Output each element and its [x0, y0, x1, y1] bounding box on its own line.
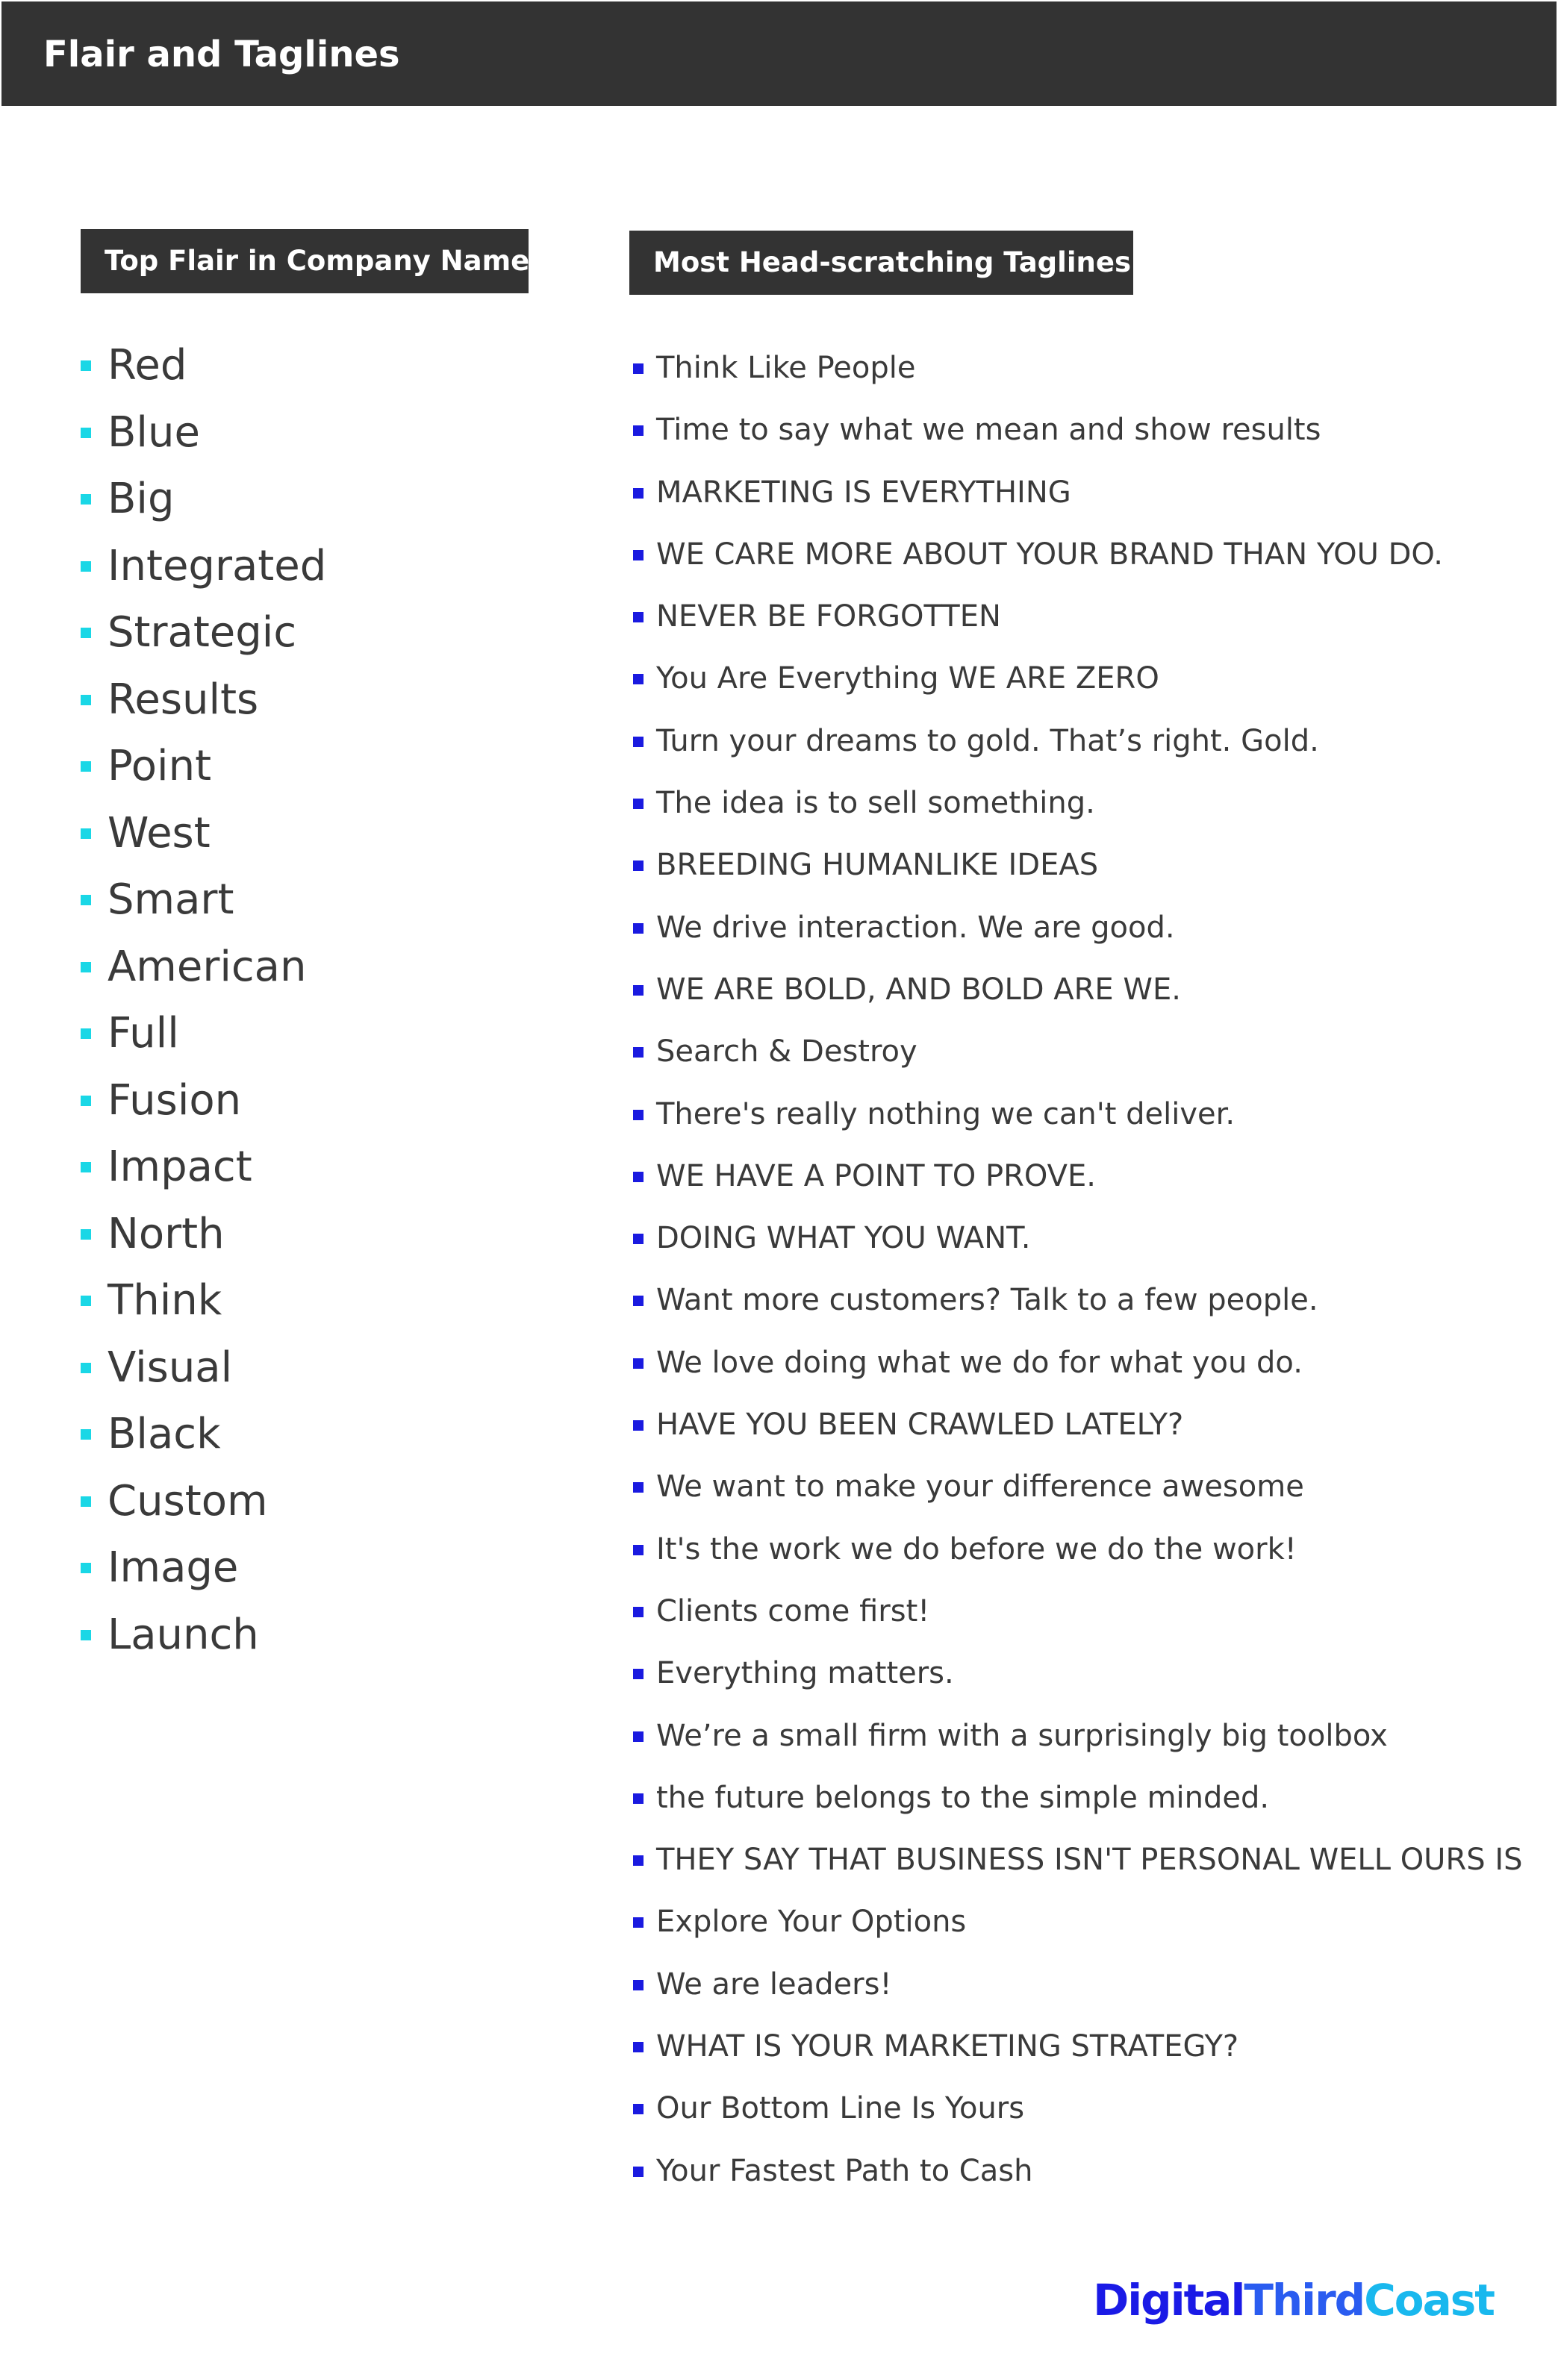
square-bullet-icon — [633, 1047, 644, 1058]
tagline-item: HAVE YOU BEEN CRAWLED LATELY? — [633, 1394, 1523, 1456]
digital-third-coast-logo: DigitalThirdCoast — [1093, 2275, 1494, 2326]
square-bullet-icon — [633, 1980, 644, 1990]
flair-item: Think — [81, 1267, 326, 1334]
tagline-item: The idea is to sell something. — [633, 772, 1523, 834]
square-bullet-icon — [81, 628, 91, 638]
square-bullet-icon — [633, 1420, 644, 1431]
square-bullet-icon — [633, 737, 644, 747]
square-bullet-icon — [633, 1731, 644, 1742]
flair-item: Smart — [81, 866, 326, 934]
flair-item: Integrated — [81, 533, 326, 600]
tagline-item: Explore Your Options — [633, 1891, 1523, 1953]
square-bullet-icon — [81, 1563, 91, 1573]
square-bullet-icon — [633, 612, 644, 622]
flair-item: West — [81, 800, 326, 867]
flair-item: Black — [81, 1401, 326, 1468]
square-bullet-icon — [81, 494, 91, 505]
square-bullet-icon — [633, 1545, 644, 1555]
square-bullet-icon — [633, 1607, 644, 1617]
square-bullet-icon — [633, 1234, 644, 1244]
square-bullet-icon — [633, 1917, 644, 1928]
square-bullet-icon — [633, 2167, 644, 2177]
tagline-item: Turn your dreams to gold. That’s right. Gold. — [633, 710, 1523, 772]
square-bullet-icon — [633, 2042, 644, 2052]
flair-item: Visual — [81, 1334, 326, 1402]
square-bullet-icon — [633, 363, 644, 374]
tagline-item: Time to say what we mean and show results — [633, 399, 1523, 461]
square-bullet-icon — [81, 1496, 91, 1507]
tagline-item: WE CARE MORE ABOUT YOUR BRAND THAN YOU DO. — [633, 524, 1523, 586]
flair-item: Impact — [81, 1134, 326, 1201]
tagline-item: THEY SAY THAT BUSINESS ISN'T PERSONAL WELL OURS IS — [633, 1829, 1523, 1891]
square-bullet-icon — [633, 550, 644, 560]
tagline-item: NEVER BE FORGOTTEN — [633, 586, 1523, 648]
square-bullet-icon — [81, 761, 91, 772]
tagline-item: We love doing what we do for what you do. — [633, 1332, 1523, 1394]
flair-item: Red — [81, 332, 326, 399]
tagline-item: Clients come first! — [633, 1581, 1523, 1643]
square-bullet-icon — [633, 488, 644, 499]
square-bullet-icon — [633, 861, 644, 871]
tagline-item: We want to make your difference awesome — [633, 1456, 1523, 1518]
square-bullet-icon — [81, 1429, 91, 1440]
square-bullet-icon — [633, 674, 644, 684]
square-bullet-icon — [633, 1855, 644, 1866]
tagline-item: MARKETING IS EVERYTHING — [633, 462, 1523, 524]
square-bullet-icon — [81, 828, 91, 839]
tagline-item: BREEDING HUMANLIKE IDEAS — [633, 834, 1523, 896]
page-title: Flair and Taglines — [43, 34, 400, 75]
square-bullet-icon — [633, 799, 644, 809]
square-bullet-icon — [633, 1482, 644, 1493]
square-bullet-icon — [81, 1028, 91, 1039]
square-bullet-icon — [81, 561, 91, 572]
square-bullet-icon — [81, 962, 91, 972]
square-bullet-icon — [81, 1630, 91, 1640]
tagline-item: Everything matters. — [633, 1643, 1523, 1705]
tagline-item: It's the work we do before we do the work! — [633, 1519, 1523, 1581]
square-bullet-icon — [633, 1793, 644, 1804]
flair-item: North — [81, 1201, 326, 1268]
square-bullet-icon — [633, 1358, 644, 1369]
square-bullet-icon — [633, 1172, 644, 1182]
flair-list — [81, 332, 326, 1668]
tagline-item: Think Like People — [633, 337, 1523, 399]
flair-item: Point — [81, 733, 326, 800]
square-bullet-icon — [633, 1669, 644, 1679]
tagline-item: the future belongs to the simple minded. — [633, 1767, 1523, 1829]
tagline-item: We’re a small firm with a surprisingly big toolbox — [633, 1705, 1523, 1767]
tagline-item: We drive interaction. We are good. — [633, 897, 1523, 959]
taglines-list — [633, 337, 1523, 2202]
flair-item: Blue — [81, 399, 326, 466]
tagline-item: Your Fastest Path to Cash — [633, 2140, 1523, 2202]
tagline-item: Search & Destroy — [633, 1021, 1523, 1083]
tagline-item: Want more customers? Talk to a few people. — [633, 1269, 1523, 1331]
square-bullet-icon — [81, 428, 91, 438]
flair-item: Full — [81, 1000, 326, 1067]
tagline-item: Our Bottom Line Is Yours — [633, 2078, 1523, 2140]
flair-item: Big — [81, 466, 326, 533]
flair-item: Fusion — [81, 1067, 326, 1134]
flair-item: Results — [81, 666, 326, 734]
tagline-item: WE HAVE A POINT TO PROVE. — [633, 1146, 1523, 1208]
square-bullet-icon — [81, 1363, 91, 1373]
flair-item: American — [81, 934, 326, 1001]
tagline-item: WHAT IS YOUR MARKETING STRATEGY? — [633, 2016, 1523, 2078]
square-bullet-icon — [633, 1110, 644, 1120]
square-bullet-icon — [633, 1296, 644, 1306]
square-bullet-icon — [633, 923, 644, 934]
square-bullet-icon — [633, 985, 644, 996]
tagline-item: DOING WHAT YOU WANT. — [633, 1208, 1523, 1269]
flair-item: Custom — [81, 1468, 326, 1535]
tagline-item: WE ARE BOLD, AND BOLD ARE WE. — [633, 959, 1523, 1021]
square-bullet-icon — [633, 425, 644, 436]
tagline-item: There's really nothing we can't deliver. — [633, 1084, 1523, 1146]
taglines-heading: Most Head-scratching Taglines — [629, 231, 1133, 295]
square-bullet-icon — [81, 360, 91, 371]
square-bullet-icon — [81, 1162, 91, 1172]
square-bullet-icon — [81, 695, 91, 705]
flair-item: Strategic — [81, 599, 326, 666]
square-bullet-icon — [81, 1096, 91, 1106]
square-bullet-icon — [81, 1296, 91, 1306]
tagline-item: You Are Everything WE ARE ZERO — [633, 648, 1523, 710]
square-bullet-icon — [633, 2104, 644, 2114]
square-bullet-icon — [81, 895, 91, 905]
header-bar — [1, 1, 1557, 106]
square-bullet-icon — [81, 1229, 91, 1240]
flair-item: Launch — [81, 1602, 326, 1669]
tagline-item: We are leaders! — [633, 1954, 1523, 2016]
flair-item: Image — [81, 1534, 326, 1602]
flair-heading: Top Flair in Company Names — [81, 229, 529, 293]
